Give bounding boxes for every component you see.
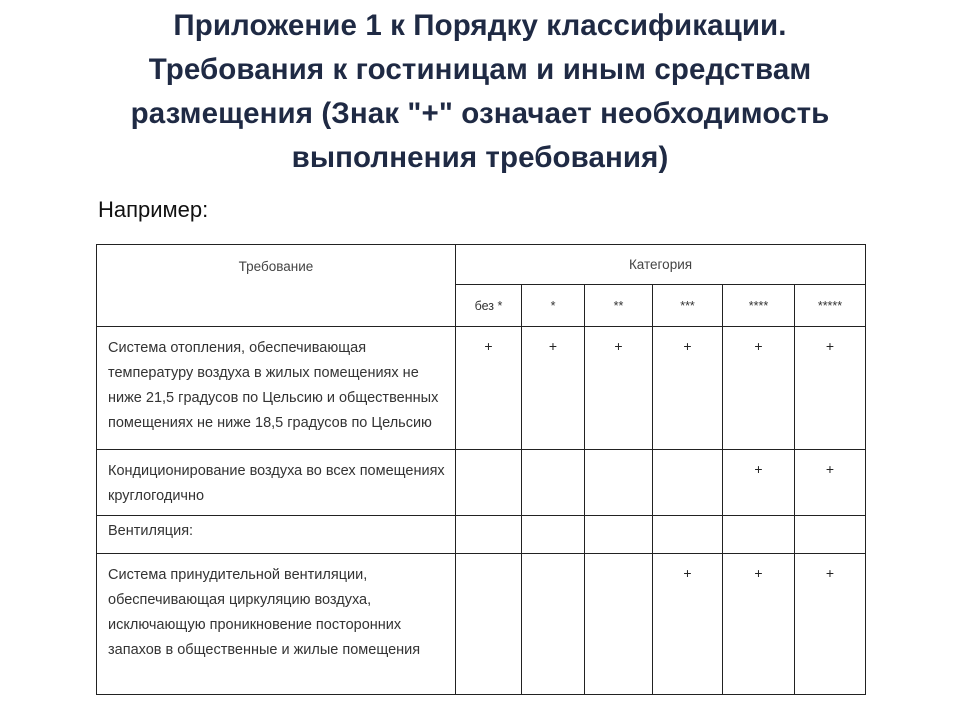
mark-cell: + [723,450,795,516]
mark-cell: + [723,327,795,450]
category-cell: ***** [795,285,866,327]
slide-title [40,4,920,180]
title-line-2: Требования к гостиницам и иным средствам [148,53,812,86]
mark-cell [585,554,653,695]
category-cell: ** [585,285,653,327]
category-cell: * [522,285,585,327]
mark-cell: + [456,327,522,450]
mark-cell [585,516,653,554]
mark-cell [456,516,522,554]
mark-cell [585,450,653,516]
mark-cell: + [585,327,653,450]
mark-cell: + [653,554,723,695]
mark-cell [653,450,723,516]
example-label: Например: [98,197,209,222]
header-category: Категория [456,245,866,285]
mark-cell [456,450,522,516]
mark-cell: + [522,327,585,450]
mark-cell [522,450,585,516]
table-row [97,516,866,554]
table-row [97,554,866,695]
mark-cell [522,516,585,554]
requirements-table [96,244,866,695]
requirement-text: Система отопления, обеспечивающая температуру воздуха в жилых помещениях не ниже 21,5 градусов по Цельсию и общественных помещениях не ниже 18,5 градусов по Цельсию [97,327,456,450]
requirement-text: Вентиляция: [97,516,456,554]
header-row-1 [97,245,866,285]
mark-cell: + [795,327,866,450]
mark-cell [456,554,522,695]
requirement-text: Кондиционирование воздуха во всех помещениях круглогодично [97,450,456,516]
mark-cell [723,516,795,554]
mark-cell: + [795,450,866,516]
mark-cell [795,516,866,554]
category-cell: без * [456,285,522,327]
requirement-text: Система принудительной вентиляции, обеспечивающая циркуляцию воздуха, исключающую проникновение посторонних запахов в общественные и жилые помещения [97,554,456,695]
category-cell: **** [723,285,795,327]
mark-cell: + [795,554,866,695]
title-line-4: выполнения требования) [291,141,669,174]
mark-cell: + [653,327,723,450]
header-requirement: Требование [97,245,456,327]
mark-cell [653,516,723,554]
category-cell: *** [653,285,723,327]
title-line-3: размещения (Знак "+" означает необходимость [130,97,830,130]
mark-cell: + [723,554,795,695]
title-line-1: Приложение 1 к Порядку классификации. [173,9,787,42]
mark-cell [522,554,585,695]
table-row [97,450,866,516]
table-row [97,327,866,450]
